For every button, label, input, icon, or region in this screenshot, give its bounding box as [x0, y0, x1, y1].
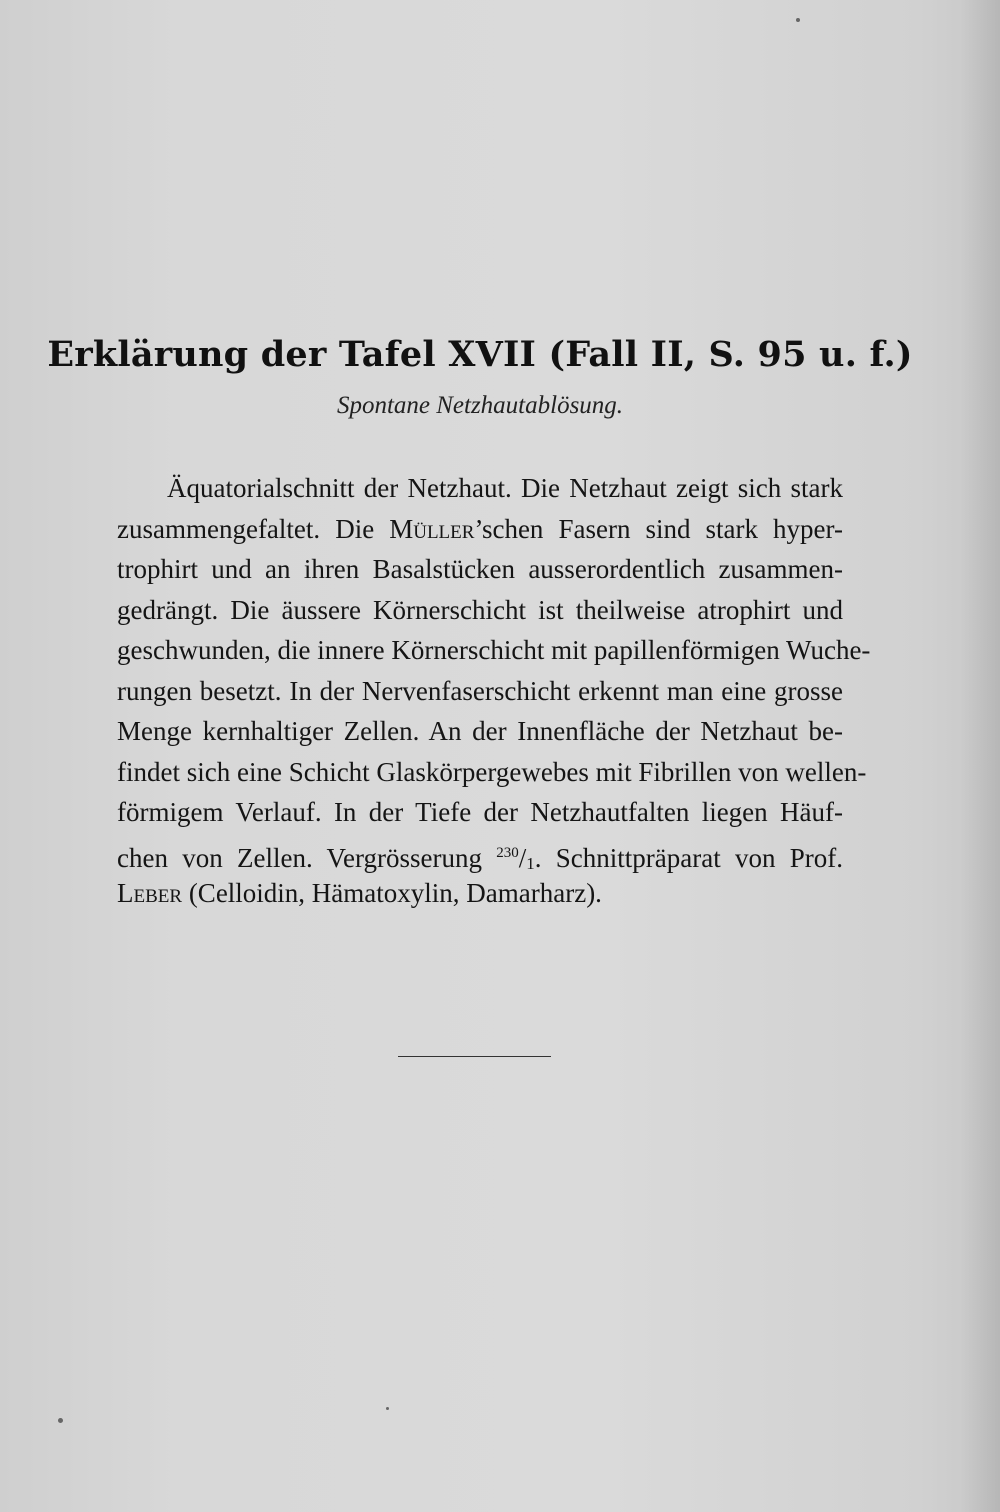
text-line-3: trophirt und an ihren Basalstücken ausserordentlich zusammen-: [117, 554, 843, 584]
text-line-10-start: chen von Zellen. Vergrösserung: [117, 842, 497, 873]
magnification-numerator: 230: [496, 844, 519, 861]
magnification-denominator: 1: [526, 853, 535, 873]
plate-explanation: [117, 468, 871, 914]
text-line-2-end: ’schen Fasern sind stark hyper-: [474, 513, 843, 544]
text-line-2-start: zusammengefaltet. Die: [117, 513, 390, 544]
paper-speck: [386, 1407, 389, 1410]
text-line-1: Äquatorialschnitt der Netzhaut. Die Netzhaut zeigt sich stark: [167, 473, 843, 503]
text-line-10: chen von Zellen. Vergrösserung $^{230}$/1. Schnittpräparat von Prof.: [117, 842, 843, 873]
text-line-9: förmigem Verlauf. In der Tiefe der Netzhautfalten liegen Häuf-: [117, 797, 843, 827]
text-line-7: Menge kernhaltiger Zellen. An der Innenfläche der Netzhaut be-: [117, 716, 843, 746]
paper-speck: [796, 18, 800, 22]
text-line-6: rungen besetzt. In der Nervenfaserschicht erkennt man eine grosse: [117, 675, 843, 706]
page-edge-shadow: [960, 0, 1000, 1512]
text-line-4: gedrängt. Die äussere Körnerschicht ist theilweise atrophirt und: [117, 594, 843, 625]
plate-subtitle: Spontane Netzhautablösung.: [336, 392, 624, 419]
text-line-11: [117, 873, 843, 914]
text-line-5: geschwunden, die innere Körnerschicht mit papillenförmigen Wuche-: [117, 635, 871, 665]
paper-speck: [58, 1418, 63, 1423]
text-line-8: findet sich eine Schicht Glaskörpergewebes mit Fibrillen von wellen-: [117, 756, 867, 787]
plate-heading: Erklärung der Tafel XVII (Fall II, S. 95 u. f.): [47, 334, 913, 375]
text-line-10-end: . Schnittpräparat von Prof.: [534, 842, 843, 873]
author-name-mueller: Müller: [389, 513, 475, 544]
closing-rule: [398, 1056, 551, 1057]
author-name-leber: Leber: [117, 878, 183, 908]
text-line-11-end: (Celloidin, Hämatoxylin, Damarharz).: [182, 878, 602, 908]
text-line-2: [117, 509, 843, 550]
